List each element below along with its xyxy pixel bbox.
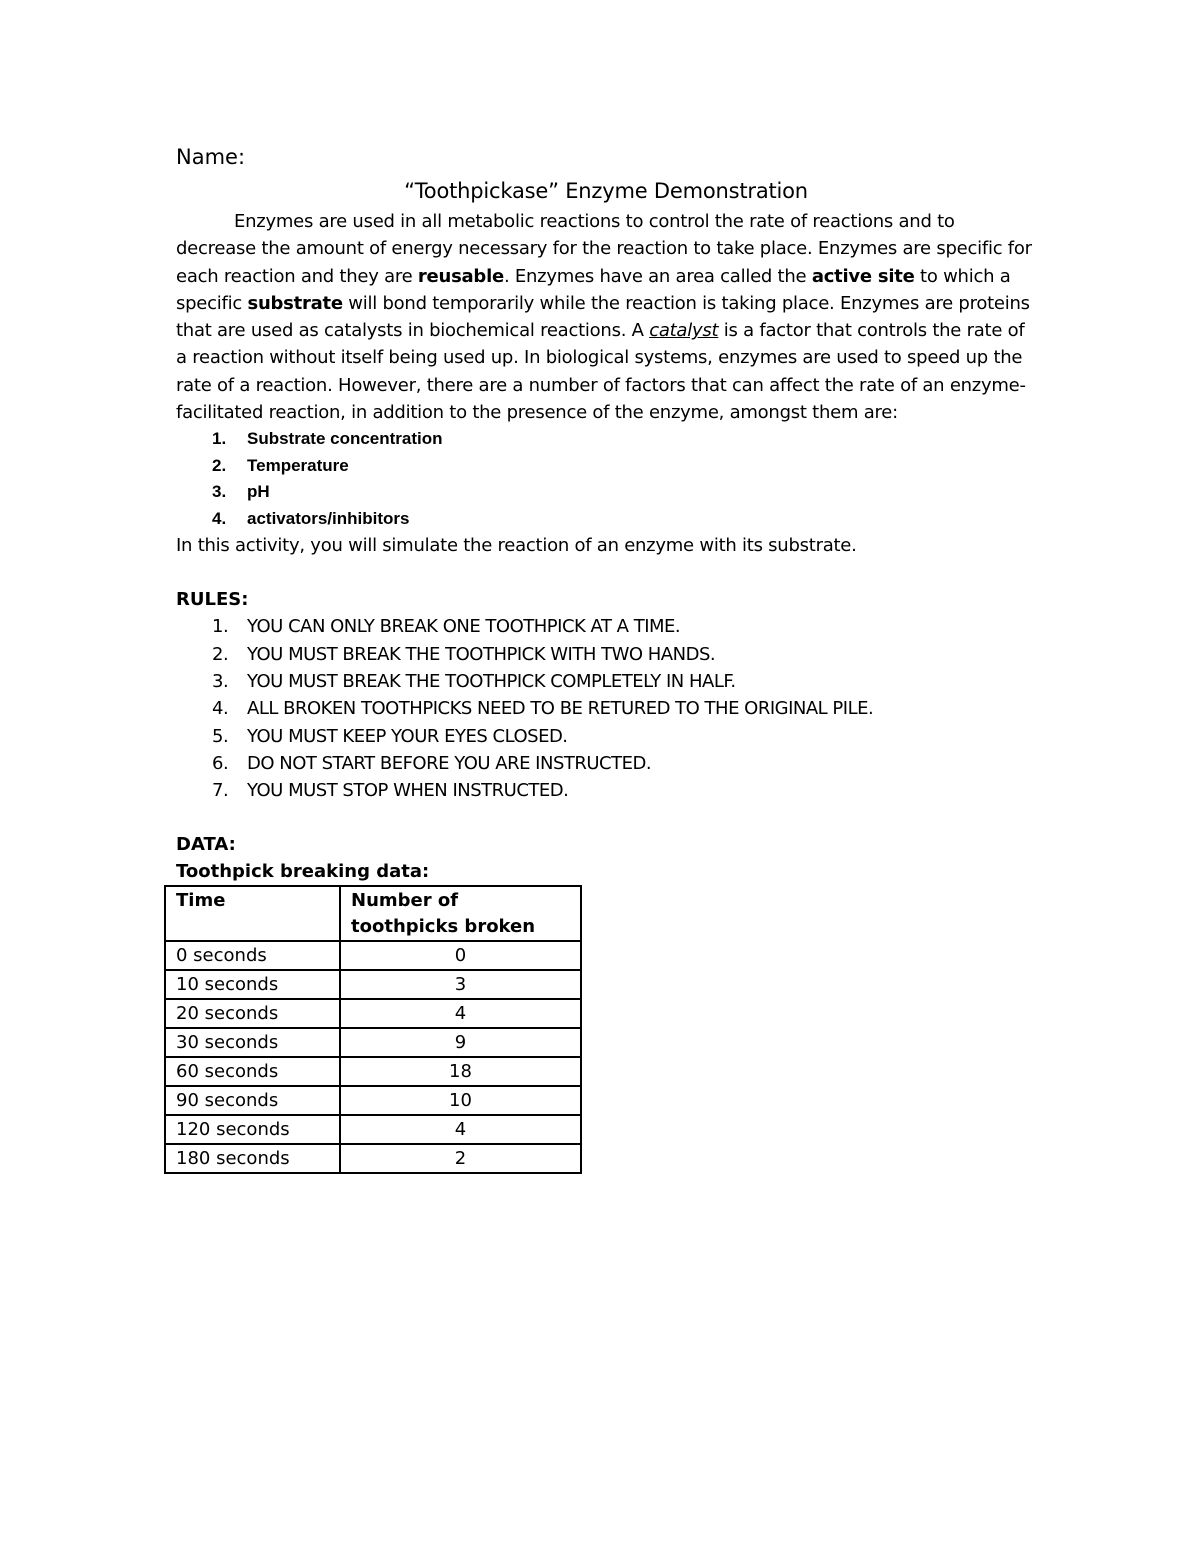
table-row (165, 1028, 581, 1057)
intro-text-3: to which a specific (176, 265, 1011, 314)
term-catalyst: catalyst (649, 320, 719, 342)
header-time: Time (165, 886, 340, 941)
list-number: 4. (212, 698, 229, 720)
term-active-site: active site (811, 265, 915, 287)
list-number: 1. (212, 429, 227, 449)
cell-count: 9 (340, 1028, 581, 1057)
table-header-row (165, 886, 581, 941)
intro-text-1: Enzymes are used in all metabolic reactions to control the rate of reactions and to decrease the amount of energy necessary for the reaction to take place. Enzymes are specific for each reaction and they are (176, 211, 1032, 287)
list-number: 4. (212, 508, 227, 528)
activity-intro: In this activity, you will simulate the reaction of an enzyme with its substrate. (176, 535, 857, 557)
list-text: YOU MUST BREAK THE TOOTHPICK COMPLETELY IN HALF. (247, 670, 736, 692)
list-number: 5. (212, 725, 229, 747)
page-title: “Toothpickase” Enzyme Demonstration (404, 179, 808, 203)
rules-heading: RULES: (176, 589, 249, 611)
list-number: 2. (212, 455, 227, 475)
table-row (165, 999, 581, 1028)
list-item (176, 695, 1036, 722)
name-label: Name: (176, 145, 246, 169)
cell-time: 10 seconds (165, 970, 340, 999)
list-item (176, 641, 1036, 668)
list-text: YOU CAN ONLY BREAK ONE TOOTHPICK AT A TIME. (247, 616, 681, 638)
table-row (165, 1115, 581, 1144)
spacer (176, 804, 1036, 831)
list-text: Substrate concentration (247, 429, 443, 449)
cell-count: 2 (340, 1144, 581, 1173)
cell-time: 30 seconds (165, 1028, 340, 1057)
list-item (176, 668, 1036, 695)
list-text: YOU MUST KEEP YOUR EYES CLOSED. (247, 725, 568, 747)
list-item (176, 506, 1036, 533)
list-item (176, 453, 1036, 480)
toothpick-data-table (164, 885, 582, 1174)
list-text: YOU MUST BREAK THE TOOTHPICK WITH TWO HANDS. (247, 643, 716, 665)
cell-count: 18 (340, 1057, 581, 1086)
list-number: 7. (212, 780, 229, 802)
list-item (176, 479, 1036, 506)
intro-text-4: will bond temporarily while the reaction is taking place. Enzymes are proteins that are used as catalysts in biochemical reactions. A (176, 292, 1030, 342)
list-number: 6. (212, 752, 229, 774)
list-item (176, 777, 1036, 804)
term-substrate: substrate (247, 292, 343, 314)
table-row (165, 970, 581, 999)
intro-text-5: is a factor that controls the rate of a reaction without itself being used up. In biological systems, enzymes are used to speed up the rate of a reaction. However, there are a number of factors that can affect the rate of an enzyme-facilitated reaction, in addition to the presence of the enzyme, amongst them are: (176, 320, 1026, 424)
list-text: DO NOT START BEFORE YOU ARE INSTRUCTED. (247, 752, 652, 774)
document-page (176, 140, 1036, 1174)
cell-time: 120 seconds (165, 1115, 340, 1144)
rules-list (176, 613, 1036, 804)
list-number: 2. (212, 643, 229, 665)
data-heading: DATA: (176, 834, 236, 856)
intro-text-2: . Enzymes have an area called the (503, 265, 812, 287)
table-row (165, 941, 581, 970)
list-number: 1. (212, 616, 229, 638)
list-text: pH (247, 482, 270, 502)
cell-count: 4 (340, 999, 581, 1028)
list-text: ALL BROKEN TOOTHPICKS NEED TO BE RETURED TO THE ORIGINAL PILE. (247, 698, 874, 720)
cell-count: 0 (340, 941, 581, 970)
list-text: YOU MUST STOP WHEN INSTRUCTED. (247, 780, 569, 802)
spacer (176, 559, 1036, 586)
cell-count: 4 (340, 1115, 581, 1144)
list-item (176, 723, 1036, 750)
cell-time: 20 seconds (165, 999, 340, 1028)
list-item (176, 750, 1036, 777)
header-count: Number of toothpicks broken (340, 886, 581, 941)
cell-count: 10 (340, 1086, 581, 1115)
table-row (165, 1057, 581, 1086)
list-item (176, 613, 1036, 640)
table-caption: Toothpick breaking data: (176, 861, 430, 883)
factors-list (176, 426, 1036, 532)
cell-count: 3 (340, 970, 581, 999)
cell-time: 90 seconds (165, 1086, 340, 1115)
intro-paragraph (176, 208, 1036, 426)
list-item (176, 426, 1036, 453)
list-number: 3. (212, 482, 227, 502)
list-text: activators/inhibitors (247, 508, 410, 528)
cell-time: 60 seconds (165, 1057, 340, 1086)
table-row (165, 1144, 581, 1173)
term-reusable: reusable (417, 265, 504, 287)
cell-time: 0 seconds (165, 941, 340, 970)
table-row (165, 1086, 581, 1115)
cell-time: 180 seconds (165, 1144, 340, 1173)
list-number: 3. (212, 670, 229, 692)
list-text: Temperature (247, 455, 349, 475)
